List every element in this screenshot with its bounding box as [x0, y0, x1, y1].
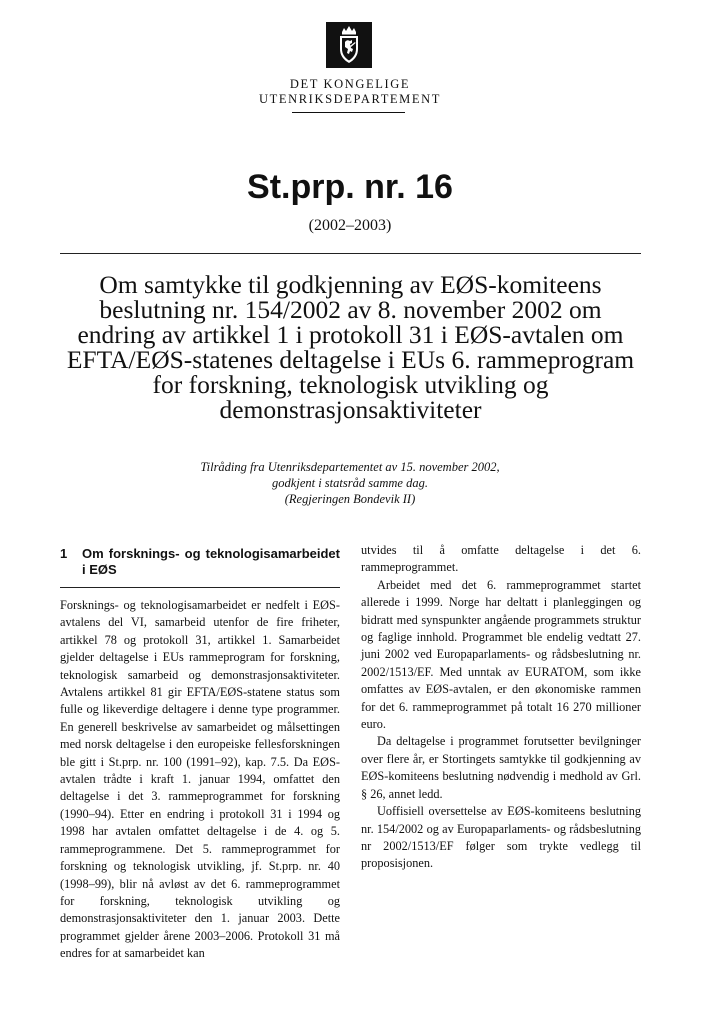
document-subject: Om samtykke til godkjenning av EØS-komiteens beslutning nr. 154/2002 av 8. november 2002 om endring av artikkel 1 i protokoll 31 i EØS-avtalen om EFTA/EØS-statenes deltagelse i EUs 6. rammeprogram for forskning, teknologisk utvikling og demonstrasjonsaktiviteter	[66, 270, 635, 424]
section-divider	[60, 587, 340, 588]
body-paragraph: Uoffisiell oversettelse av EØS-komiteens beslutning nr. 154/2002 og av Europaparlaments- og rådsbeslutning nr 2002/1513/EF følger som trykte vedlegg til proposisjonen.	[361, 804, 641, 871]
coat-of-arms-logo	[326, 22, 372, 68]
recommendation-line: Tilråding fra Utenriksdepartementet av 15. november 2002,	[200, 460, 500, 474]
header-divider	[292, 112, 405, 113]
section-title: Om forsknings- og teknologisamarbeidet i EØS	[82, 546, 340, 577]
recommendation-note	[130, 459, 570, 507]
left-column	[60, 542, 340, 963]
recommendation-line: (Regjeringen Bondevik II)	[284, 492, 416, 506]
ministry-name-line1: DET KONGELIGE	[289, 77, 411, 91]
title-divider	[60, 253, 641, 254]
document-session-year: (2002–2003)	[308, 217, 392, 234]
section-number: 1	[60, 546, 68, 561]
ministry-name-line2: UTENRIKSDEPARTEMENT	[259, 92, 441, 106]
norwegian-coat-of-arms-icon	[326, 22, 372, 68]
recommendation-line: godkjent i statsråd samme dag.	[272, 476, 428, 490]
body-paragraph: utvides til å omfatte deltagelse i det 6. rammeprogrammet.	[361, 543, 641, 575]
body-paragraph: Forsknings- og teknologisamarbeidet er nedfelt i EØS-avtalens del VI, samarbeid utenfor de fire friheter, artikkel 78 og protokoll 31, artikkel 1. Samarbeidet gjelder deltagelse i EUs rammeprogram for forskning, teknologisk samarbeid og demonstrasjonsaktiviteter. Avtalens artikkel 81 gir EFTA/EØS-statene status som fulle og likeverdige deltagere i denne type programmer. En generell beskrivelse av samarbeidet og målsettingen med norsk deltagelse i den europeiske fellesforskningen ble gitt i St.prp. nr. 100 (1991–92), kap. 7.5. Da EØS-avtalen trådte i kraft 1. januar 1994, omfattet den deltagelse i det 3. rammeprogrammet for forskning (1990–94). Etter en endring i protokoll 31 i 1994 og 1998 har avtalen omfattet deltagelse i de 4. og 5. rammeprogrammene. Det 5. rammeprogrammet for forskning og teknologisk utvikling, jf. St.prp. nr. 40 (1998–99), blir nå avløst av det 6. rammeprogrammet for forskning, teknologisk utvikling og demonstrasjonsaktiviteter den 1. januar 2003. Dette programmet gjelder årene 2003–2006. Protokoll 31 må endres for at samarbeidet kan	[60, 598, 340, 961]
body-paragraph: Arbeidet med det 6. rammeprogrammet startet allerede i 1999. Norge har deltatt i planleggingen og bidratt med synspunkter angående programmets struktur og faglige innhold. Programmet ble endelig vedtatt 27. juni 2002 ved Europaparlaments- og rådsbeslutning nr. 2002/1513/EF. Med unntak av EURATOM, som ikke omfattes av EØS-avtalen, er den økonomiske rammen for det 6. rammeprogrammet på totalt 16 270 millioner euro.	[361, 577, 641, 732]
right-column	[361, 542, 641, 873]
section-heading	[60, 546, 340, 578]
document-title: St.prp. nr. 16	[247, 168, 453, 206]
body-paragraph: Da deltagelse i programmet forutsetter bevilgninger over flere år, er Stortingets samtykke til godkjenning av EØS-komiteens beslutning nødvendig i medhold av Grl. § 26, annet ledd.	[361, 734, 641, 801]
